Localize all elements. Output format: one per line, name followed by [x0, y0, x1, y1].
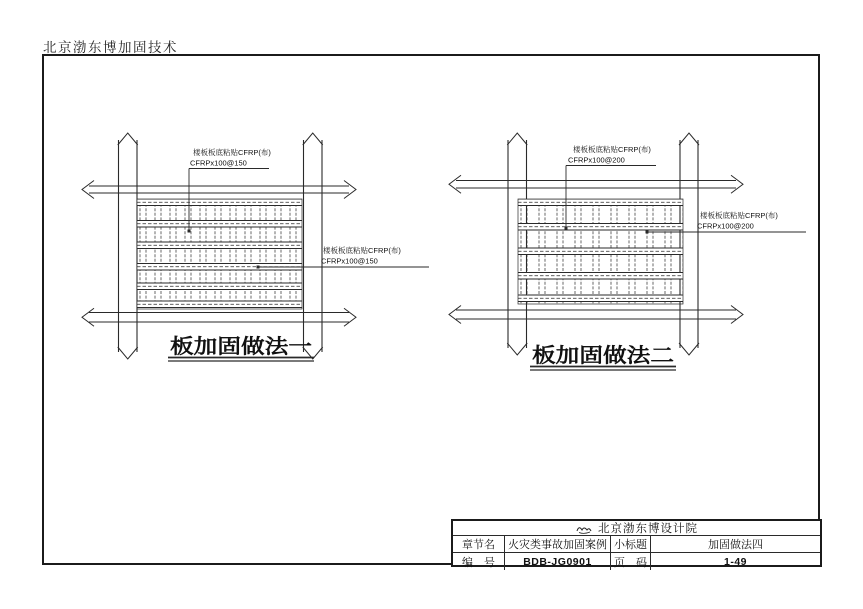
svg-text:板加固做法一: 板加固做法一	[170, 336, 290, 358]
svg-text:CFRPx100@150: CFRPx100@150	[190, 158, 247, 168]
company-name: 北京渤东博设计院	[598, 523, 698, 535]
subtitle-value: 加固做法四	[651, 536, 820, 553]
diagram-slab-method-1	[82, 133, 429, 361]
chapter-label: 章节名	[453, 536, 505, 553]
svg-text:CFRPx100@150: CFRPx100@150	[321, 256, 378, 266]
diagram-title	[168, 334, 314, 361]
number-value: BDB-JG0901	[505, 553, 611, 570]
title-block	[451, 519, 822, 567]
subtitle-label: 小标题	[611, 536, 651, 553]
chapter-value: 火灾类事故加固案例	[505, 536, 611, 553]
svg-text:楼板板底粘贴CFRP(布): 楼板板底粘贴CFRP(布)	[193, 148, 271, 157]
svg-text:板加固做法二: 板加固做法二	[532, 345, 652, 367]
svg-text:CFRPx100@200: CFRPx100@200	[697, 221, 754, 231]
title-block-grid	[453, 536, 820, 570]
svg-text:楼板板底粘贴CFRP(布): 楼板板底粘贴CFRP(布)	[700, 211, 778, 220]
page-value: 1-49	[723, 555, 747, 568]
svg-text:CFRPx100@200: CFRPx100@200	[568, 155, 625, 165]
number-label: 编 号	[453, 553, 505, 570]
diagram-slab-method-2	[449, 133, 806, 370]
svg-text:楼板板底粘贴CFRP(布): 楼板板底粘贴CFRP(布)	[573, 145, 651, 154]
page-header-text: 北京渤东博加固技术	[43, 40, 178, 55]
title-block-company-row	[453, 521, 820, 536]
design-institute-logo-icon	[575, 523, 593, 534]
page-label: 页 码	[611, 553, 651, 570]
cfrp-annotation	[565, 144, 657, 230]
svg-text:楼板板底粘贴CFRP(布): 楼板板底粘贴CFRP(布)	[323, 246, 401, 255]
diagram-title	[530, 343, 676, 370]
